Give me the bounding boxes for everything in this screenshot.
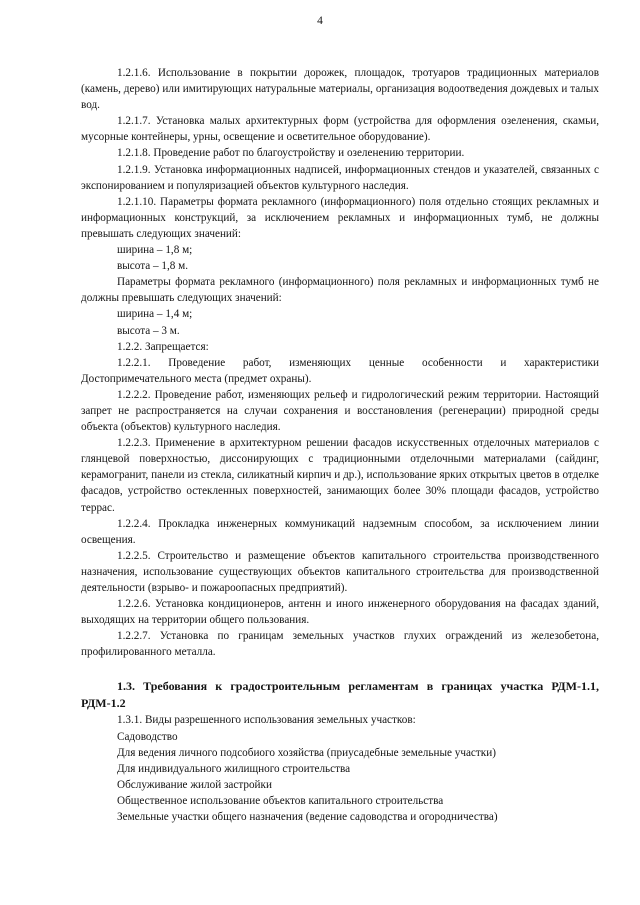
prohibited-title: 1.2.2. Запрещается: [117,340,209,353]
subheading-1-3-1: 1.3.1. Виды разрешенного использования земельных участков: [117,714,416,727]
page-number: 4 [317,15,323,27]
paragraph-1-2-1-6: 1.2.1.6. Использование в покрытии дорожек, площадок, тротуаров традиционных материалов (камень, дерево) или имитирующих натуральные материалы, организация водоотведения дождевых и талых вод. [81,67,599,112]
land-use-item: Садоводство [117,730,178,743]
paragraph-1-2-1-9: 1.2.1.9. Установка информационных надписей, информационных стендов и указателей, связанных с экспонированием и популяризацией объектов культурного наследия. [81,163,599,192]
document-body [81,65,599,825]
paragraph-1-2-2-3: 1.2.2.3. Применение в архитектурном решении фасадов искусственных отделочных материалов с глянцевой поверхностью, диссонирующих с традиционными отделочными материалами (сайдинг, керамогранит, панели из стекла, силикатный кирпич и др.), использование ярких открытых цветов в отделке фасадов, устройство остекленных поверхностей, занимающих более 30% площади фасадов, устройство террас. [81,437,599,514]
paragraph-1-2-1-8: 1.2.1.8. Проведение работ по благоустройству и озеленению территории. [117,147,465,160]
paragraph-1-2-2-4: 1.2.2.4. Прокладка инженерных коммуникаций надземным способом, за исключением линии освещения. [81,517,599,546]
section-heading-1-3: 1.3. Требования к градостроительным регламентам в границах участка РДМ-1.1, РДМ-1.2 [81,679,599,711]
paragraph-1-2-2-2: 1.2.2.2. Проведение работ, изменяющих рельеф и гидрологический режим территории. Настоящий запрет не распространяется на случаи сохранения и восстановления (регенерации) природной среды объекта (объектов) культурного наследия. [81,388,599,434]
paragraph-1-2-1-10: 1.2.1.10. Параметры формата рекламного (информационного) поля отдельно стоящих рекламных и информационных конструкций, за исключением рекламных и информационных тумб, не должны превышать следующих значений: [81,195,599,240]
param-width-2: ширина – 1,4 м; [117,308,193,321]
land-use-item: Для ведения личного подсобиого хозяйства (приусадебные земельные участки) [117,746,496,759]
param-height-1: высота – 1,8 м. [117,260,189,273]
paragraph-1-2-2-7: 1.2.2.7. Установка по границам земельных участков глухих ограждений из железобетона, профилированного металла. [81,630,599,659]
paragraph-1-2-1-7: 1.2.1.7. Установка малых архитектурных форм (устройства для оформления озеленения, скамьи, мусорные контейнеры, урны, освещение и осветительное оборудование). [81,115,599,144]
param-height-2: высота – 3 м. [117,324,180,337]
paragraph-1-2-2-1: 1.2.2.1. Проведение работ, изменяющих ценные особенности и характеристики Достопримечательного места (предмет охраны). [81,356,599,385]
paragraph-1-2-2-6: 1.2.2.6. Установка кондиционеров, антенн и иного инженерного оборудования на фасадах зданий, выходящих на территории общего пользования. [81,598,599,627]
land-use-item: Обслуживание жилой застройки [117,778,272,791]
land-use-item: Общественное использование объектов капитального строительства [117,794,444,807]
land-use-item: Для индивидуального жилищного строительства [117,762,351,775]
param-width-1: ширина – 1,8 м; [117,244,193,257]
paragraph-tumb-params: Параметры формата рекламного (информационного) поля рекламных и информационных тумб не должны превышать следующих значений: [81,276,599,305]
paragraph-1-2-2-5: 1.2.2.5. Строительство и размещение объектов капитального строительства производственного назначения, использование существующих объектов капитального строительства для производственной деятельности (взрыво- и пожароопасных предприятий). [81,549,599,594]
land-use-item: Земельные участки общего назначения (ведение садоводства и огородничества) [117,811,498,824]
